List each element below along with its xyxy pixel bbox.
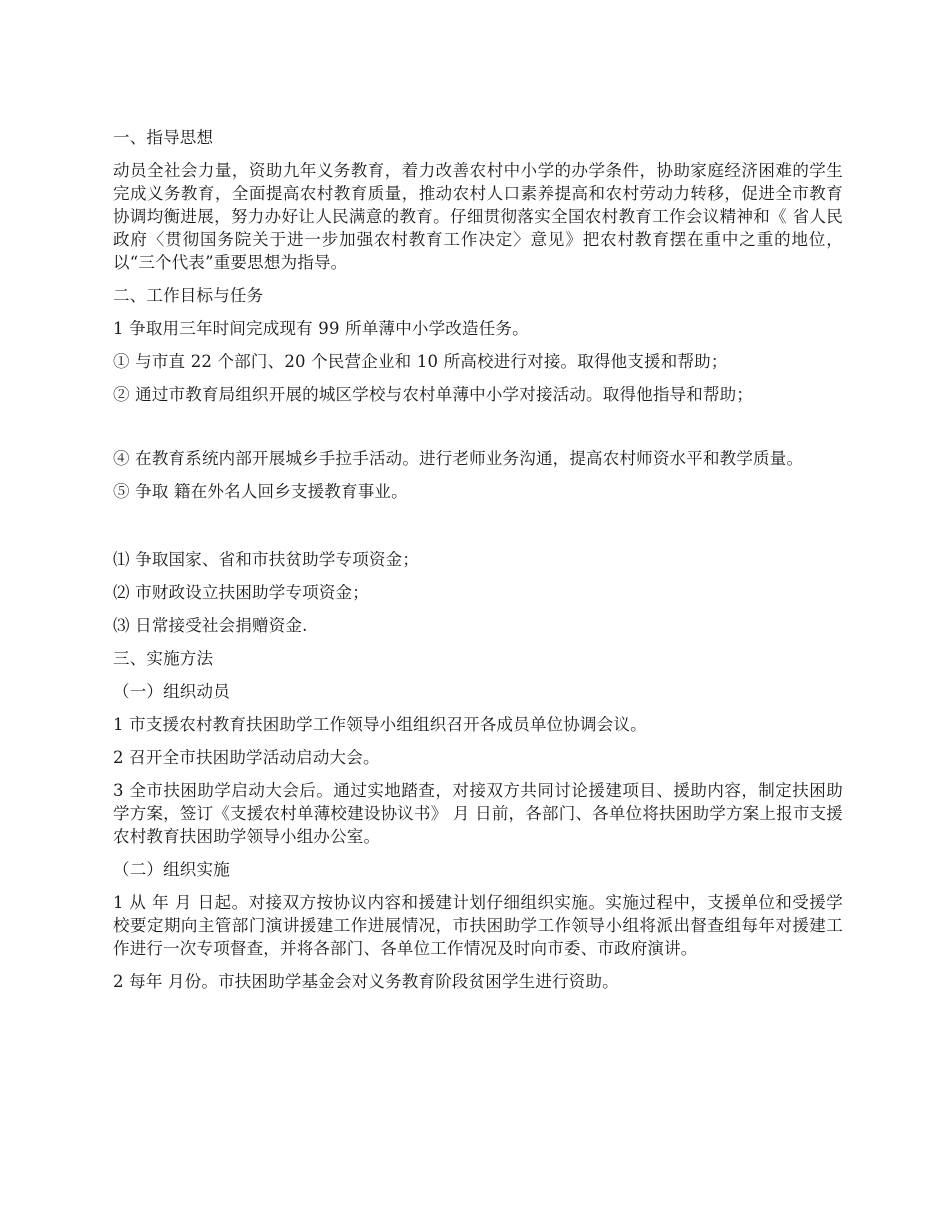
blank-space bbox=[113, 416, 843, 447]
funding-item-2: ⑵ 市财政设立扶困助学专项资金； bbox=[113, 583, 369, 602]
section-heading-goals-tasks: 二、工作目标与任务 bbox=[113, 286, 264, 305]
guiding-ideology-paragraph: 动员全社会力量，资助九年义务教育，着力改善农村中小学的办学条件，协助家庭经济困难的学生完成义务教育，全面提高农村教育质量，推动农村人口素养提高和农村劳动力转移，促进全市教育协调均衡进展，努力办好让人民满意的教育。仔细贯彻落实全国农村教育工作会议精神和《 省人民政府〈贯彻国务院关于进一步加强农村教育工作决定〉意见》把农村教育摆在重中之重的地位，以“三个代表”重要思想为指导。 bbox=[113, 161, 843, 272]
goal-circle-item-4: ④ 在教育系统内部开展城乡手拉手活动。进行老师业务沟通，提高农村师资水平和教学质量。 bbox=[113, 449, 804, 468]
goal-circle-item-5: ⑤ 争取 籍在外名人回乡支援教育事业。 bbox=[113, 482, 408, 501]
section-heading-implementation: 三、实施方法 bbox=[113, 649, 214, 668]
goal-circle-item-2: ② 通过市教育局组织开展的城区学校与农村单薄中小学对接活动。取得他指导和帮助； bbox=[113, 385, 754, 404]
mobilization-item-1: 1 市支援农村教育扶困助学工作领导小组组织召开各成员单位协调会议。 bbox=[113, 715, 647, 734]
mobilization-item-3: 3 全市扶困助学启动大会后。通过实地踏查，对接双方共同讨论援建项目、援助内容，制定扶困助学方案，签订《支援农村单薄校建设协议书》 月 日前，各部门、各单位将扶困助学方案上报市支援农村教育扶困助学领导小组办公室。 bbox=[113, 781, 843, 846]
subheading-mobilization: （一）组织动员 bbox=[113, 682, 230, 701]
subheading-organization: （二）组织实施 bbox=[113, 860, 230, 879]
funding-item-1: ⑴ 争取国家、省和市扶贫助学专项资金； bbox=[113, 550, 420, 569]
funding-item-3: ⑶ 日常接受社会捐赠资金. bbox=[113, 616, 308, 635]
mobilization-item-2: 2 召开全市扶困助学活动启动大会。 bbox=[113, 748, 380, 767]
organization-item-1: 1 从 年 月 日起。对接双方按协议内容和援建计划仔细组织实施。实施过程中，支援单位和受援学校要定期向主管部门演讲援建工作进展情况，市扶困助学工作领导小组将派出督查组每年对援建工作进行一次专项督查，并将各部门、各单位工作情况及时向市委、市政府演讲。 bbox=[113, 893, 843, 958]
goal-item-1: 1 争取用三年时间完成现有 99 所单薄中小学改造任务。 bbox=[113, 319, 529, 338]
blank-space bbox=[113, 513, 843, 548]
document-body bbox=[113, 126, 843, 1003]
organization-item-2: 2 每年 月份。市扶困助学基金会对义务教育阶段贫困学生进行资助。 bbox=[113, 972, 619, 991]
section-heading-guiding-ideology: 一、指导思想 bbox=[113, 128, 214, 147]
goal-circle-item-1: ① 与市直 22 个部门、20 个民营企业和 10 所高校进行对接。取得他支援和帮助； bbox=[113, 352, 728, 371]
